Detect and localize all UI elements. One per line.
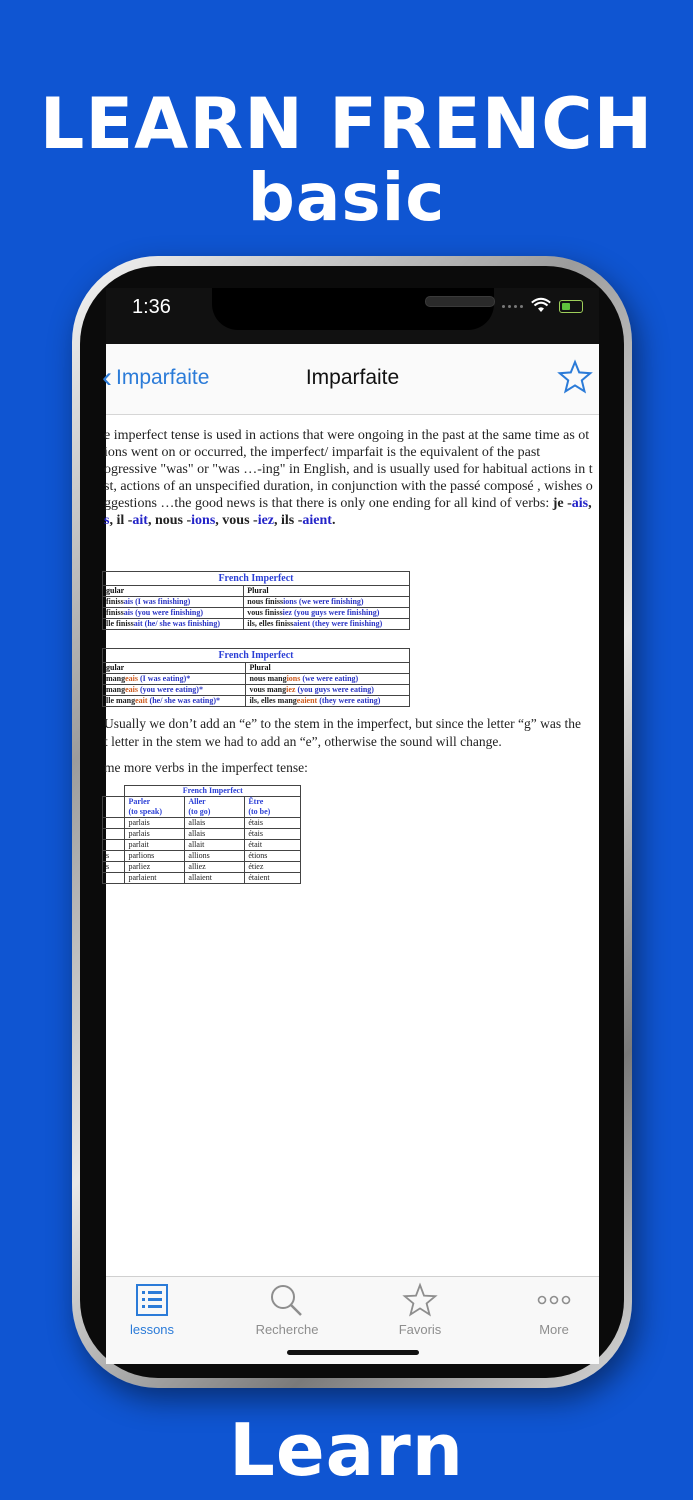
intro-line xyxy=(104,495,624,512)
intro-line: ions went on or occurred, the imperfect/ imparfait is the equivalent of the past xyxy=(104,445,541,460)
table-cell: parlait xyxy=(125,840,185,851)
ending: eais xyxy=(125,674,139,683)
tab-favoris[interactable] xyxy=(370,1283,470,1337)
table-row xyxy=(103,840,301,851)
ending-je: je - xyxy=(552,496,572,511)
header-singular: gular xyxy=(103,663,246,674)
list-icon xyxy=(135,1283,169,1317)
header-plural: Plural xyxy=(244,586,410,597)
table-cell: étions xyxy=(245,851,301,862)
wifi-icon xyxy=(531,299,551,313)
table-row xyxy=(103,608,410,619)
table-cell: parlions xyxy=(125,851,185,862)
table-row xyxy=(103,619,410,630)
stem: nous finiss xyxy=(247,597,284,606)
ending-dot: . xyxy=(331,513,336,528)
verb-etre-translation: (to be) xyxy=(248,807,271,816)
table-cell: étaient xyxy=(245,873,301,884)
verb-aller-translation: (to go) xyxy=(188,807,211,816)
tab-lessons[interactable] xyxy=(102,1283,202,1337)
tab-label: Favoris xyxy=(398,1322,442,1337)
stem: vous mang xyxy=(249,685,287,694)
ending: iez xyxy=(282,608,292,617)
table-row xyxy=(103,674,410,685)
speaker-grille xyxy=(425,296,495,307)
ending: eais xyxy=(125,685,139,694)
phone-screen xyxy=(102,288,599,1363)
tab-label: lessons xyxy=(129,1322,175,1337)
favorite-star-icon[interactable] xyxy=(557,359,593,395)
verbs-table xyxy=(102,785,301,884)
endings-line xyxy=(104,512,624,529)
verb-parler-translation: (to speak) xyxy=(128,807,163,816)
ending: eait xyxy=(135,696,148,705)
ending: ions xyxy=(283,597,297,606)
ending-ait: ait xyxy=(132,513,148,528)
ending-comma: , xyxy=(588,496,592,511)
table-row xyxy=(103,685,410,696)
header-plural: Plural xyxy=(246,663,410,674)
pronoun-cell: s xyxy=(103,862,125,873)
table-cell: allais xyxy=(185,829,245,840)
ending-nous: , nous - xyxy=(147,513,192,528)
translation: (he/ she was eating)* xyxy=(147,696,220,705)
table-cell: allaient xyxy=(185,873,245,884)
page-title: Imparfaite xyxy=(305,366,400,389)
ending-aient: aient xyxy=(302,513,332,528)
search-icon xyxy=(268,1283,306,1317)
table-row xyxy=(103,818,301,829)
pronoun-cell xyxy=(103,873,125,884)
tab-label: More xyxy=(539,1322,569,1337)
ending-tu: s xyxy=(104,513,110,528)
notch xyxy=(212,288,494,330)
table-cell: alliez xyxy=(185,862,245,873)
navigation-bar xyxy=(102,344,599,415)
ending-il: , il - xyxy=(109,513,133,528)
back-label: Imparfaite xyxy=(116,366,210,389)
translation: (you were finishing) xyxy=(133,608,203,617)
translation: (they were eating) xyxy=(317,696,381,705)
status-icons xyxy=(502,299,583,313)
table-cell: était xyxy=(245,840,301,851)
tab-label: Recherche xyxy=(255,1322,319,1337)
tab-more[interactable] xyxy=(504,1283,604,1337)
intro-paragraph xyxy=(104,427,624,529)
table-cell: étiez xyxy=(245,862,301,873)
stem: mang xyxy=(106,685,126,694)
verb-aller: Aller xyxy=(188,797,206,806)
tab-recherche[interactable] xyxy=(237,1283,337,1337)
pronoun-cell: s xyxy=(103,851,125,862)
translation: (we were eating) xyxy=(300,674,359,683)
promo-title-line2: basic xyxy=(247,159,446,236)
table-row xyxy=(103,696,410,707)
section-heading: me more verbs in the imperfect tense: xyxy=(104,760,308,775)
translation: (I was eating)* xyxy=(138,674,191,683)
ending: ions xyxy=(286,674,301,683)
note-line: Usually we don’t add an “e” to the stem in the imperfect, but since the letter “g” was the xyxy=(104,716,581,731)
ending-iez: iez xyxy=(257,513,275,528)
table-row xyxy=(103,829,301,840)
table-cell: parliez xyxy=(125,862,185,873)
table-cell: allions xyxy=(185,851,245,862)
ending: ais xyxy=(123,597,134,606)
table-cell: parlais xyxy=(125,818,185,829)
table-cell: allais xyxy=(185,818,245,829)
intro-line: e imperfect tense is used in actions that were ongoing in the past at the same time as ot xyxy=(104,428,590,443)
translation: (you guys were finishing) xyxy=(291,608,380,617)
stem: lle mang xyxy=(106,696,136,705)
lesson-content xyxy=(106,415,599,1275)
stem: ils, elles mang xyxy=(249,696,297,705)
pronoun-cell xyxy=(103,840,125,851)
more-dots-icon xyxy=(536,1283,572,1317)
stem: lle finiss xyxy=(106,619,134,628)
table-cell: parlaient xyxy=(125,873,185,884)
stem: ils, elles finiss xyxy=(247,619,294,628)
stem: mang xyxy=(106,674,126,683)
chevron-left-icon: ‹ xyxy=(102,361,112,394)
stem: finiss xyxy=(106,608,124,617)
ending: aient xyxy=(293,619,311,628)
pronoun-cell xyxy=(103,818,125,829)
translation: (he/ she was finishing) xyxy=(142,619,221,628)
table-cell: étais xyxy=(245,829,301,840)
table-row xyxy=(103,851,301,862)
table-cell: allait xyxy=(185,840,245,851)
table-cell: parlais xyxy=(125,829,185,840)
table-title: French Imperfect xyxy=(125,786,301,797)
intro-line: ogressive "was" or "was …-ing" in English, and is usually used for habitual actions in t xyxy=(104,462,593,477)
ending: eaient xyxy=(296,696,318,705)
ending-ils: , ils - xyxy=(274,513,303,528)
intro-line-text: ggestions …the good news is that there is only one ending for all kind of verbs: xyxy=(104,496,553,511)
translation: (I was finishing) xyxy=(133,597,191,606)
status-time: 1:36 xyxy=(132,296,171,318)
note-line: t letter in the stem we had to add an “e”, otherwise the sound will change. xyxy=(104,734,502,749)
translation: (you guys were eating) xyxy=(295,685,374,694)
imperfect-table-manger xyxy=(102,648,410,707)
ending-ais: ais xyxy=(571,496,589,511)
ending: iez xyxy=(286,685,296,694)
table-row xyxy=(103,873,301,884)
translation: (they were finishing) xyxy=(310,619,383,628)
pronoun-cell xyxy=(103,829,125,840)
signal-icon xyxy=(502,305,523,308)
stem: vous finiss xyxy=(247,608,283,617)
ending: ais xyxy=(123,608,134,617)
battery-icon xyxy=(559,300,583,313)
table-cell: étais xyxy=(245,818,301,829)
home-indicator xyxy=(287,1350,419,1355)
verb-parler: Parler xyxy=(128,797,151,806)
star-icon xyxy=(402,1283,438,1317)
ending-vous: , vous - xyxy=(215,513,258,528)
ending-ions: ions xyxy=(191,513,216,528)
table-row xyxy=(103,862,301,873)
table-row xyxy=(103,597,410,608)
imperfect-table-finir xyxy=(102,571,410,630)
translation: (we were finishing) xyxy=(296,597,364,606)
table-title: French Imperfect xyxy=(103,649,410,663)
promo-title-line1: LEARN FRENCH xyxy=(39,83,654,165)
table-title: French Imperfect xyxy=(103,572,410,586)
intro-line: st, actions of an unspecified duration, in conjunction with the passé composé , wishes o xyxy=(104,479,593,494)
header-singular: gular xyxy=(103,586,244,597)
verb-etre: Être xyxy=(248,797,264,806)
translation: (you were eating)* xyxy=(138,685,203,694)
stem: finiss xyxy=(106,597,124,606)
stem: nous mang xyxy=(249,674,287,683)
promo-title-line3: Learn xyxy=(228,1408,465,1492)
ending: ait xyxy=(133,619,143,628)
